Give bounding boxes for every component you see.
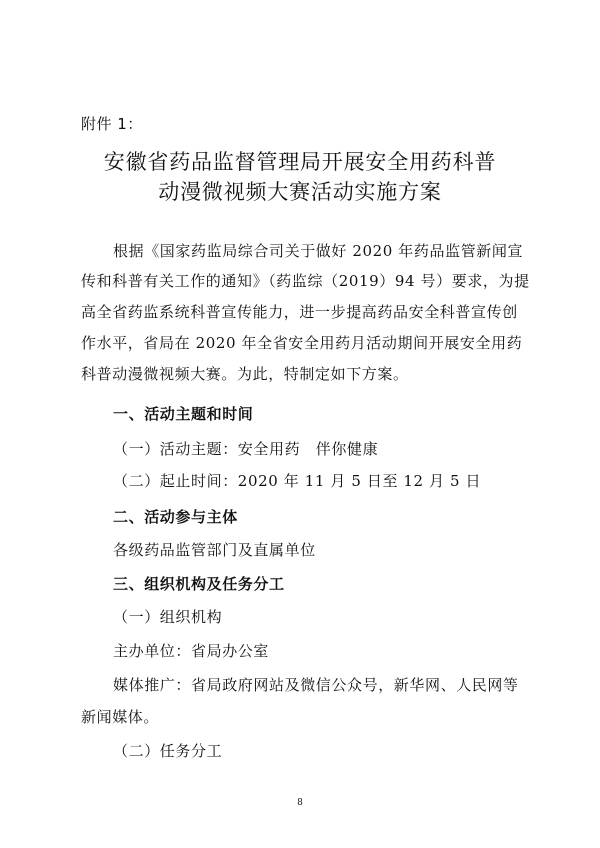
- section-3-host: 主办单位：省局办公室: [113, 642, 270, 660]
- intro-line-4: 作水平，省局在 2020 年全省安全用药月活动期间开展安全用药: [81, 334, 523, 352]
- section-3-sub-1: （一）组织机构: [113, 608, 223, 626]
- section-1-item-2: （二）起止时间：2020 年 11 月 5 日至 12 月 5 日: [113, 472, 482, 490]
- section-3-heading: 三、组织机构及任务分工: [113, 575, 285, 593]
- intro-line-5: 科普动漫微视频大赛。为此，特制定如下方案。: [81, 365, 409, 383]
- page-number: 8: [297, 798, 303, 808]
- section-3-media-line-1: 媒体推广：省局政府网站及微信公众号，新华网、人民网等: [113, 676, 519, 694]
- section-3-sub-2: （二）任务分工: [113, 742, 223, 760]
- intro-line-2: 传和科普有关工作的通知》（药监综（2019）94 号）要求，为提: [81, 272, 530, 290]
- annex-label: 附件 1：: [81, 115, 143, 133]
- section-2-text: 各级药品监管部门及直属单位: [113, 541, 316, 559]
- document-title-line-2: 动漫微视频大赛活动实施方案: [158, 180, 442, 204]
- intro-line-3: 高全省药监系统科普宣传能力，进一步提高药品安全科普宣传创: [81, 303, 518, 321]
- section-3-media-line-2: 新闻媒体。: [81, 708, 160, 726]
- section-1-heading: 一、活动主题和时间: [113, 405, 254, 423]
- section-2-heading: 二、活动参与主体: [113, 508, 238, 526]
- section-1-item-1: （一）活动主题：安全用药 伴你健康: [113, 440, 379, 458]
- intro-line-1: 根据《国家药监局综合司关于做好 2020 年药品监管新闻宣: [113, 242, 524, 260]
- document-title-line-1: 安徽省药品监督管理局开展安全用药科普: [103, 150, 497, 174]
